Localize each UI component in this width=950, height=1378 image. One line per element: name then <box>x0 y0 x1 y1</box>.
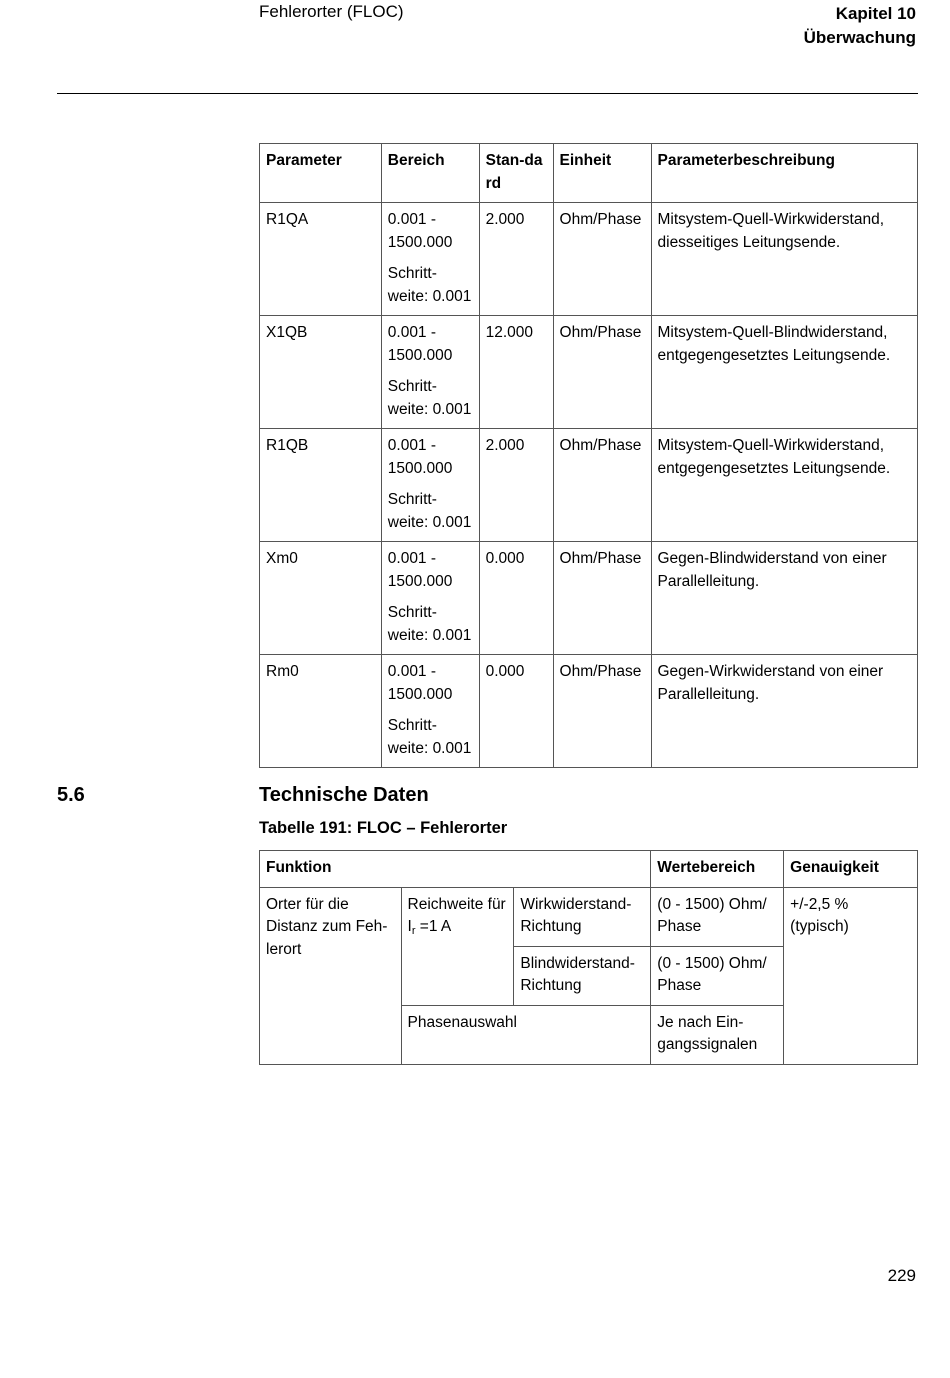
parameter-unit: Ohm/Phase <box>553 429 651 542</box>
direction-cell: Wirkwiderstand-Richtung <box>514 887 651 946</box>
column-header: Bereich <box>381 144 479 203</box>
column-header: Genauigkeit <box>784 851 918 888</box>
direction-cell: Blindwiderstand-Richtung <box>514 946 651 1005</box>
parameter-description: Gegen-Blindwiderstand von einer Parallelleitung. <box>651 542 918 655</box>
parameter-range: 0.001 - 1500.000 Schritt-weite: 0.001 <box>381 655 479 768</box>
header-rule <box>57 93 918 94</box>
column-header: Wertebereich <box>651 851 784 888</box>
parameter-default: 12.000 <box>479 316 553 429</box>
parameter-name: R1QA <box>260 203 382 316</box>
page-number: 229 <box>887 1266 916 1285</box>
table-caption: Tabelle 191: FLOC – Fehlerorter <box>259 819 508 837</box>
function-cell: Orter für die Distanz zum Feh-lerort <box>260 887 402 1064</box>
range-cell: (0 - 1500) Ohm/ Phase <box>651 946 784 1005</box>
parameter-name: Xm0 <box>260 542 382 655</box>
parameter-unit: Ohm/Phase <box>553 203 651 316</box>
parameter-unit: Ohm/Phase <box>553 542 651 655</box>
table-row <box>260 655 918 768</box>
section-title: Technische Daten <box>259 784 429 806</box>
header-chapter <box>804 2 916 50</box>
parameter-range: 0.001 - 1500.000 Schritt-weite: 0.001 <box>381 429 479 542</box>
range-cell: Je nach Ein-gangssignalen <box>651 1005 784 1064</box>
table-row <box>260 316 918 429</box>
parameter-name: Rm0 <box>260 655 382 768</box>
table-header-row <box>260 144 918 203</box>
parameter-name: R1QB <box>260 429 382 542</box>
column-header: Parameterbeschreibung <box>651 144 918 203</box>
column-header: Funktion <box>260 851 651 888</box>
parameter-unit: Ohm/Phase <box>553 316 651 429</box>
parameter-default: 2.000 <box>479 429 553 542</box>
technical-data-table <box>259 850 918 1065</box>
section-number: 5.6 <box>57 784 85 806</box>
parameter-unit: Ohm/Phase <box>553 655 651 768</box>
reach-cell: Reichweite für $I_r =1$ A <box>401 887 514 1005</box>
parameter-range: 0.001 - 1500.000 Schritt-weite: 0.001 <box>381 316 479 429</box>
parameter-description: Mitsystem-Quell-Wirkwiderstand, diesseitiges Leitungsende. <box>651 203 918 316</box>
parameter-name: X1QB <box>260 316 382 429</box>
parameter-table <box>259 143 918 768</box>
table-row <box>260 542 918 655</box>
range-cell: (0 - 1500) Ohm/ Phase <box>651 887 784 946</box>
parameter-default: 2.000 <box>479 203 553 316</box>
table-header-row <box>260 851 918 888</box>
phase-selection-cell: Phasenauswahl <box>401 1005 651 1064</box>
column-header: Einheit <box>553 144 651 203</box>
header-section-title: Fehlerorter (FLOC) <box>259 2 404 21</box>
parameter-description: Mitsystem-Quell-Blindwiderstand, entgegengesetztes Leitungsende. <box>651 316 918 429</box>
table-row <box>260 429 918 542</box>
chapter-title: Überwachung <box>803 28 916 47</box>
column-header: Stan-dard <box>479 144 553 203</box>
parameter-default: 0.000 <box>479 542 553 655</box>
parameter-description: Mitsystem-Quell-Wirkwiderstand, entgegengesetztes Leitungsende. <box>651 429 918 542</box>
parameter-default: 0.000 <box>479 655 553 768</box>
parameter-description: Gegen-Wirkwiderstand von einer Parallelleitung. <box>651 655 918 768</box>
table-row <box>260 887 918 946</box>
table-row <box>260 203 918 316</box>
chapter-number: Kapitel 10 <box>835 4 916 23</box>
parameter-range: 0.001 - 1500.000 Schritt-weite: 0.001 <box>381 542 479 655</box>
accuracy-cell: +/-2,5 % (typisch) <box>784 887 918 1064</box>
column-header: Parameter <box>260 144 382 203</box>
parameter-range: 0.001 - 1500.000 Schritt-weite: 0.001 <box>381 203 479 316</box>
